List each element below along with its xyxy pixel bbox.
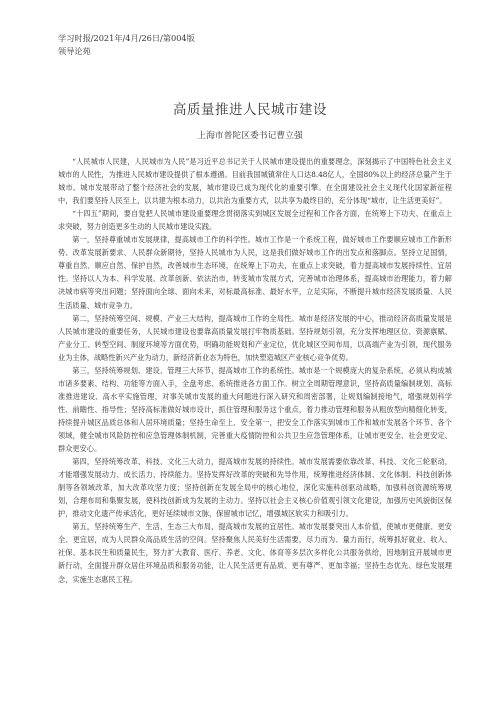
paragraph: “人民城市人民建，人民城市为人民”是习近平总书记关于人民城市建设提出的重要理念，深刻揭示了中国特色社会主义城市的人民性，为推进人民城市建设提供了根本遵循。目前我国城镇常住人口达8.48亿人，全国80%以上的经济总量产生于城市。城市发展带动了整个经济社会的发展，城市建设已成为现代化的重要引擎。在全面建设社会主义现代化国家新征程中，我们要坚持人民至上，以共建为根本动力，以共治为重要方式，以共享为最终目的，充分体现“城市，让生活更美好”。 <box>58 157 452 206</box>
paragraph: 第三，坚持统筹规划、建设、管理三大环节，提高城市工作的系统性。城市是一个规模庞大的复杂系统，必须从构成城市诸多要素、结构、功能等方面入手，全盘考虑、系统推进各方面工作。树立全周期管理意识，坚持高质量编制规划、高标准推进建设、高水平实施管理，对事关城市发展的重大问题进行深入研究和周密部署，让规划编制接地气，增强规划科学性、前瞻性、指导性；坚持高标准做好城市设计，抓住管理和服务这个重点，着力推动管理和服务从粗放型向精细化转变，持续提升城区品质总体和人居环境质量；坚持生命至上、安全第一，把安全工作落实到城市工作和城市发展各个环节、各个领域，健全城市风险防控和应急管理体制机制，完善重大疫情防控和公共卫生应急管理体系，让城市更安全、社会更安定、群众更安心。 <box>58 365 452 454</box>
article-byline: 上海市普陀区委书记曹立强 <box>197 131 303 141</box>
paragraph: 第一，坚持尊重城市发展规律，提高城市工作的科学性。城市工作是一个系统工程，做好城市工作要顺应城市工作新形势、改革发展新要求、人民群众新期待，坚持人民城市为人民，这是我们做好城市工作的出发点和落脚点。坚持立足国情，尊重自然、顺应自然、保护自然，改善城市生态环境，在统筹上下功夫，在重点上求突破，着力提高城市发展持续性、宜居性。坚持以人为本、科学发展、改革创新、依法治市，转变城市发展方式，完善城市治理体系，提高城市治理能力，着力解决城市病等突出问题；坚持面向全球、面向未来，对标最高标准、最好水平，立足实际，不断提升城市经济发展质量、人民生活质量、城市竞争力。 <box>58 235 452 310</box>
paragraph: 第五，坚持统筹生产、生活、生态三大布局，提高城市发展的宜居性。城市发展要突出人本价值，使城市更健康、更安全、更宜居，成为人民群众高品质生活的空间。坚持聚焦人民美好生活需要，尽力而为、量力而行，统筹抓好就业、收入、社保、基本民生和质量民生，努力扩大教育、医疗、养老、文化、体育等多层次多样化公共服务供给，因地制宜开展城市更新行动，全面提升群众居住环境品质和服务功能，让人民生活更有品质、更有尊严、更加幸福；坚持生态优先、绿色发展理念，实施生态惠民工程。 <box>58 522 452 584</box>
paragraph: 第二，坚持统筹空间、规模、产业三大结构，提高城市工作的全局性。城市是经济发展的中心，推动经济高质量发展是人民城市建设的重要任务，人民城市建设也要靠高质量发展打牢物质基础。坚持规划引领，充分发挥地理区位、资源禀赋、产业分工、转型空间、制度环境等方面优势，明确功能规划和产业定位，优化城区空间布局，以高端产业为引领，现代服务业为主体，战略性新兴产业为动力，新经济新业态为特色，加快塑造城区产业核心竞争优势。 <box>58 313 452 362</box>
paragraph: 第四，坚持统筹改革、科技、文化三大动力，提高城市发展的持续性。城市发展需要依靠改革、科技、文化三轮驱动，才能增强发展动力、成长活力、持续能力。坚持发挥好改革的突破和先导作用，统筹推进经济体制、文化体制、科技创新体制等各领域改革，加大改革攻坚力度；坚持创新在发展全局中的核心地位，深化实施科创驱动战略，加强科创资源统筹规划，合理布局和集聚发展，使科技创新成为发展的主动力。坚持以社会主义核心价值观引领文化建设，加强历史风貌街区保护，推动文化遗产传承活化，更好延续城市文脉，保留城市记忆，增强城区软实力和吸引力。 <box>58 457 452 519</box>
column-name: 领导论苑 <box>58 46 91 56</box>
article-body <box>58 155 452 586</box>
article-title: 高质量推进人民城市建设 <box>173 102 327 118</box>
publication-source: 学习时报/2021年/4月/26日/第004版 <box>58 33 195 43</box>
paragraph: “十四五”期间，要自觉把人民城市建设重要理念贯彻落实到城区发展全过程和工作各方面，在统筹上下功夫、在重点上求突破，努力创造更多生动的人民城市建设实践。 <box>58 209 452 232</box>
